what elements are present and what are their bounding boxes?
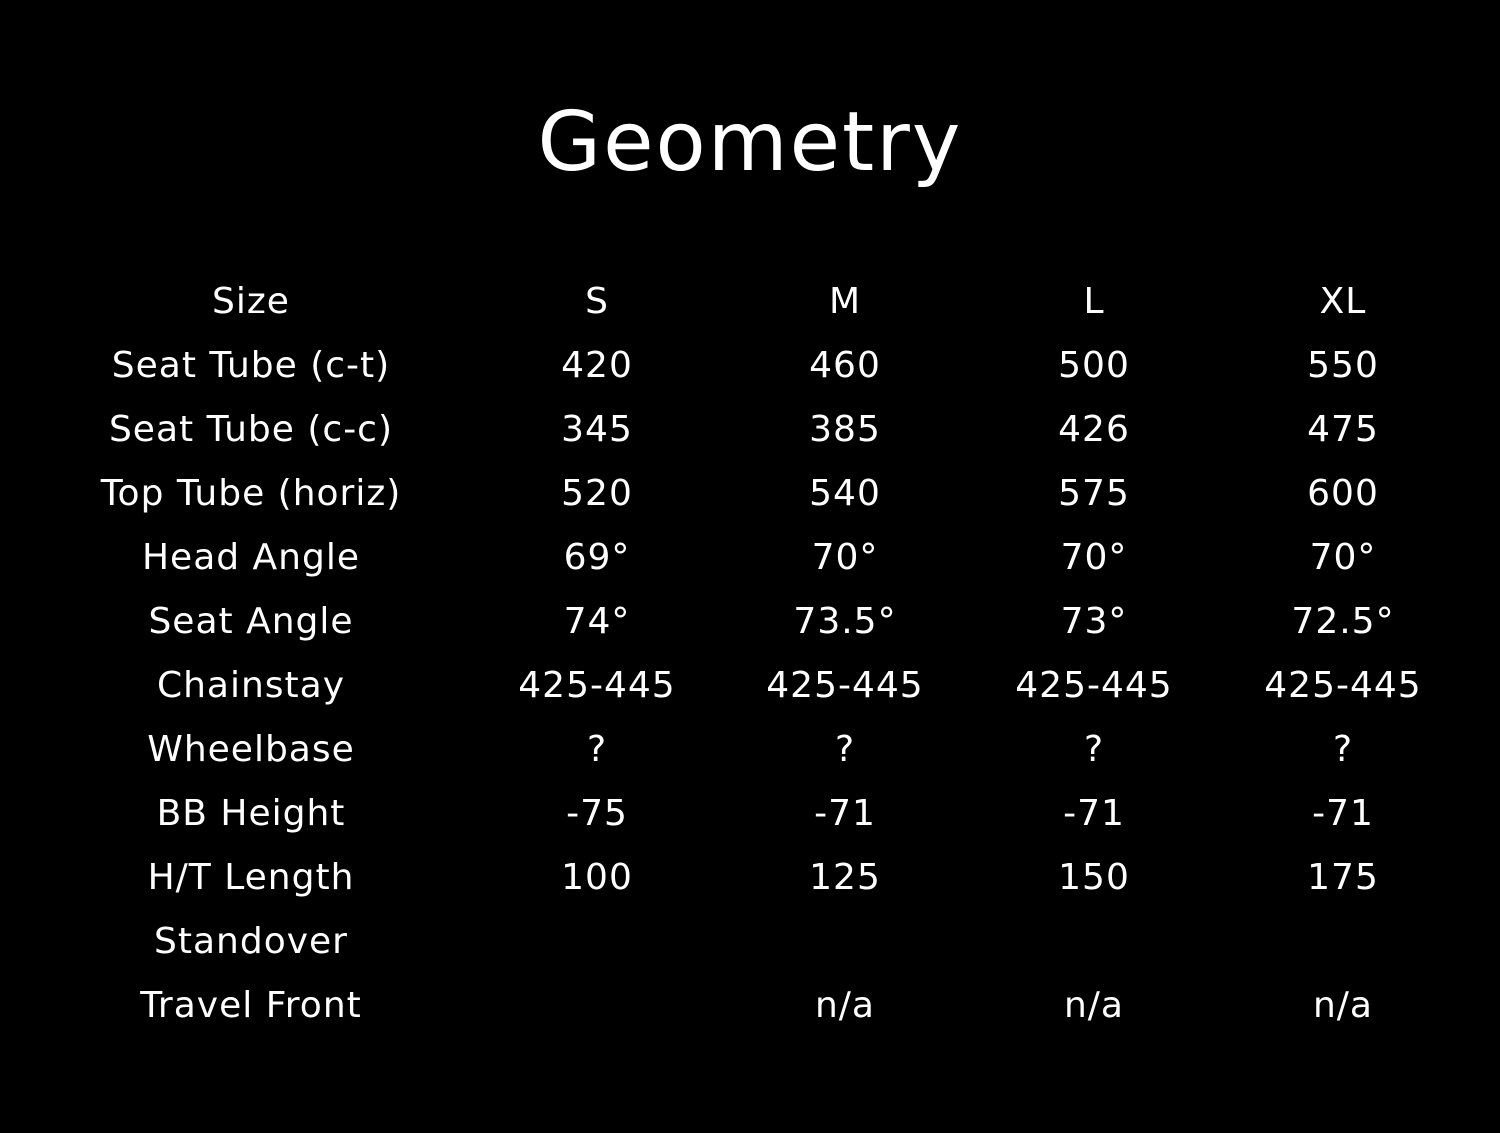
cell-s: 100 (561, 857, 633, 898)
table-row (0, 526, 1500, 590)
row-label: BB Height (156, 793, 346, 834)
page-title: Geometry (537, 95, 963, 190)
geometry-table (0, 270, 1500, 1038)
cell-l: 150 (1058, 857, 1130, 898)
column-header-m: M (828, 281, 862, 322)
cell-m: 70° (811, 537, 879, 578)
table-row (0, 398, 1500, 462)
table-row (0, 974, 1500, 1038)
cell-xl: 175 (1307, 857, 1379, 898)
cell-m: 385 (809, 409, 881, 450)
cell-l (969, 910, 1219, 974)
row-label: Chainstay (156, 665, 346, 706)
table-row (0, 334, 1500, 398)
row-label: Head Angle (141, 537, 361, 578)
cell-s: ? (586, 729, 608, 770)
cell-l: ? (1083, 729, 1105, 770)
cell-s (473, 974, 721, 1038)
cell-s: 520 (561, 473, 633, 514)
cell-l: 500 (1058, 345, 1130, 386)
cell-s: 345 (561, 409, 633, 450)
cell-s (473, 910, 721, 974)
row-label: Wheelbase (147, 729, 355, 770)
cell-s: 69° (563, 537, 631, 578)
cell-m: n/a (814, 985, 875, 1026)
table-row (0, 654, 1500, 718)
table-row (0, 718, 1500, 782)
cell-m: 125 (809, 857, 881, 898)
row-label: Travel Front (140, 985, 362, 1026)
cell-xl: 550 (1307, 345, 1379, 386)
cell-m: 425-445 (766, 665, 924, 706)
row-label: Top Tube (horiz) (100, 473, 402, 514)
cell-xl: ? (1332, 729, 1354, 770)
table-row (0, 910, 1500, 974)
cell-m: ? (834, 729, 856, 770)
table-row (0, 846, 1500, 910)
column-header-size: Size (212, 281, 290, 322)
cell-s: 74° (563, 601, 631, 642)
cell-xl: 70° (1309, 537, 1377, 578)
cell-l: 73° (1060, 601, 1128, 642)
cell-m: 73.5° (793, 601, 897, 642)
column-header-l: L (1083, 281, 1105, 322)
row-label: Seat Tube (c-c) (108, 409, 394, 450)
cell-xl: 72.5° (1291, 601, 1395, 642)
cell-m: 540 (809, 473, 881, 514)
cell-s: -75 (566, 793, 628, 834)
cell-s: 425-445 (518, 665, 676, 706)
cell-l: n/a (1063, 985, 1124, 1026)
column-header-xl: XL (1319, 281, 1367, 322)
table-row (0, 590, 1500, 654)
row-label: Seat Angle (148, 601, 354, 642)
table-header-row (0, 270, 1500, 334)
cell-xl: -71 (1312, 793, 1374, 834)
cell-l: 70° (1060, 537, 1128, 578)
cell-xl: 475 (1307, 409, 1379, 450)
cell-m (721, 910, 969, 974)
row-label: Standover (154, 921, 348, 962)
cell-xl: n/a (1312, 985, 1373, 1026)
row-label: Seat Tube (c-t) (111, 345, 391, 386)
table-row (0, 782, 1500, 846)
cell-l: -71 (1063, 793, 1125, 834)
cell-xl (1219, 910, 1467, 974)
cell-l: 575 (1058, 473, 1130, 514)
row-label: H/T Length (147, 857, 355, 898)
cell-l: 425-445 (1015, 665, 1173, 706)
column-header-s: S (585, 281, 609, 322)
table-row (0, 462, 1500, 526)
cell-xl: 600 (1307, 473, 1379, 514)
cell-l: 426 (1058, 409, 1130, 450)
cell-m: -71 (814, 793, 876, 834)
cell-xl: 425-445 (1264, 665, 1422, 706)
cell-m: 460 (809, 345, 881, 386)
cell-s: 420 (561, 345, 633, 386)
